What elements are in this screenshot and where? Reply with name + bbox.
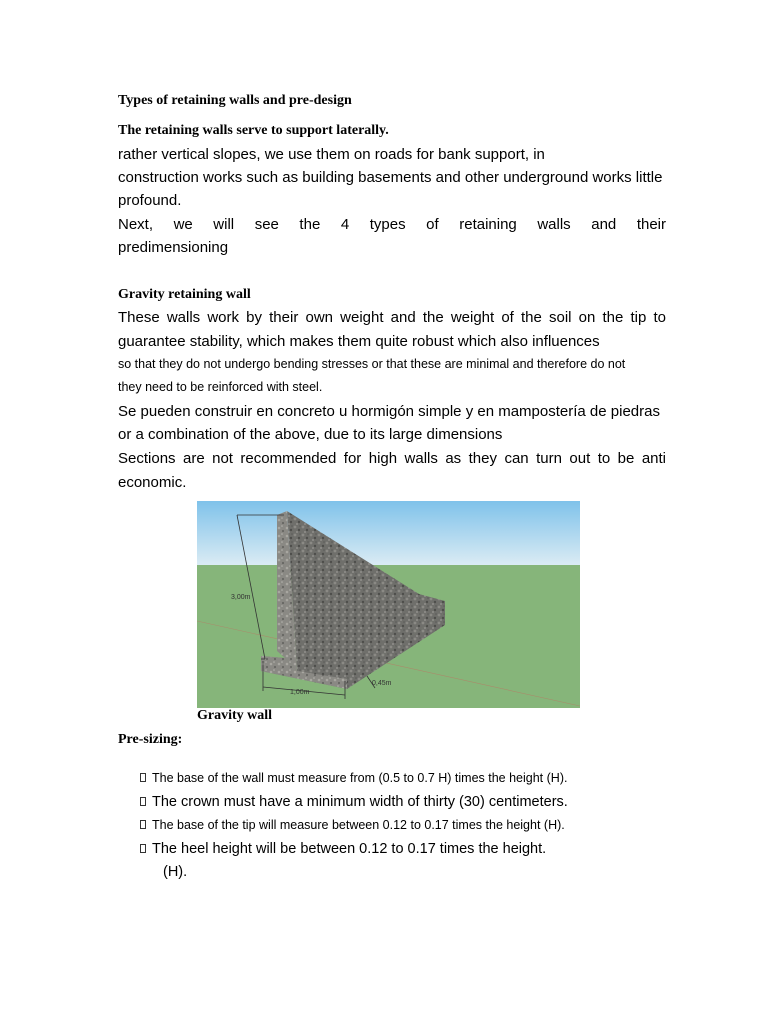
gravity-line-6: or a combination of the above, due to its large dimensions [118, 426, 503, 443]
presizing-heading: Pre-sizing: [118, 732, 183, 747]
doc-title: Types of retaining walls and pre-design [118, 93, 352, 108]
sky [197, 501, 580, 566]
gravity-heading: Gravity retaining wall [118, 287, 251, 302]
figure-caption: Gravity wall [197, 708, 273, 723]
bullet-box-icon [140, 773, 146, 782]
bullet-2 [140, 794, 568, 810]
gravity-line-4: they need to be reinforced with steel. [118, 380, 323, 394]
gravity-wall-figure [197, 501, 580, 708]
intro-line-2: construction works such as building basements and other underground works little [118, 169, 663, 186]
gravity-line-5: Se pueden construir en concreto u hormigón simple y en mampostería de piedras [118, 403, 660, 420]
bullet-text: The base of the tip will measure between 0.12 to 0.17 times the height (H). [152, 818, 565, 832]
dim-height: 3,00m [231, 594, 251, 601]
gravity-line-1: These walls work by their own weight and the weight of the soil on the tip to [118, 309, 666, 326]
gravity-line-2: guarantee stability, which makes them quite robust which also influences [118, 333, 600, 350]
intro-line-4: Next, we will see the 4 types of retaining walls and their [118, 216, 666, 233]
bullet-4 [140, 841, 546, 857]
bullet-1 [140, 771, 567, 785]
bullet-3 [140, 818, 565, 832]
bullet-text: The crown must have a minimum width of thirty (30) centimeters. [152, 794, 568, 810]
intro-line-1: rather vertical slopes, we use them on roads for bank support, in [118, 146, 545, 163]
dim-tip: 0,45m [372, 680, 392, 687]
bullet-box-icon [140, 820, 146, 829]
gravity-line-3: so that they do not undergo bending stresses or that these are minimal and therefore do not [118, 357, 626, 371]
gravity-line-8: economic. [118, 474, 187, 491]
intro-line-3: profound. [118, 192, 182, 209]
bullet-4-tail: (H). [163, 864, 188, 880]
intro-line-5: predimensioning [118, 239, 229, 256]
doc-subtitle: The retaining walls serve to support laterally. [118, 123, 389, 138]
dim-base: 1,00m [290, 689, 310, 696]
bullet-text: The heel height will be between 0.12 to 0.17 times the height. [152, 841, 547, 857]
bullet-box-icon [140, 844, 146, 853]
gravity-line-7: Sections are not recommended for high walls as they can turn out to be anti [118, 450, 666, 467]
bullet-text: The base of the wall must measure from (0.5 to 0.7 H) times the height (H). [152, 771, 568, 785]
bullet-box-icon [140, 797, 146, 806]
